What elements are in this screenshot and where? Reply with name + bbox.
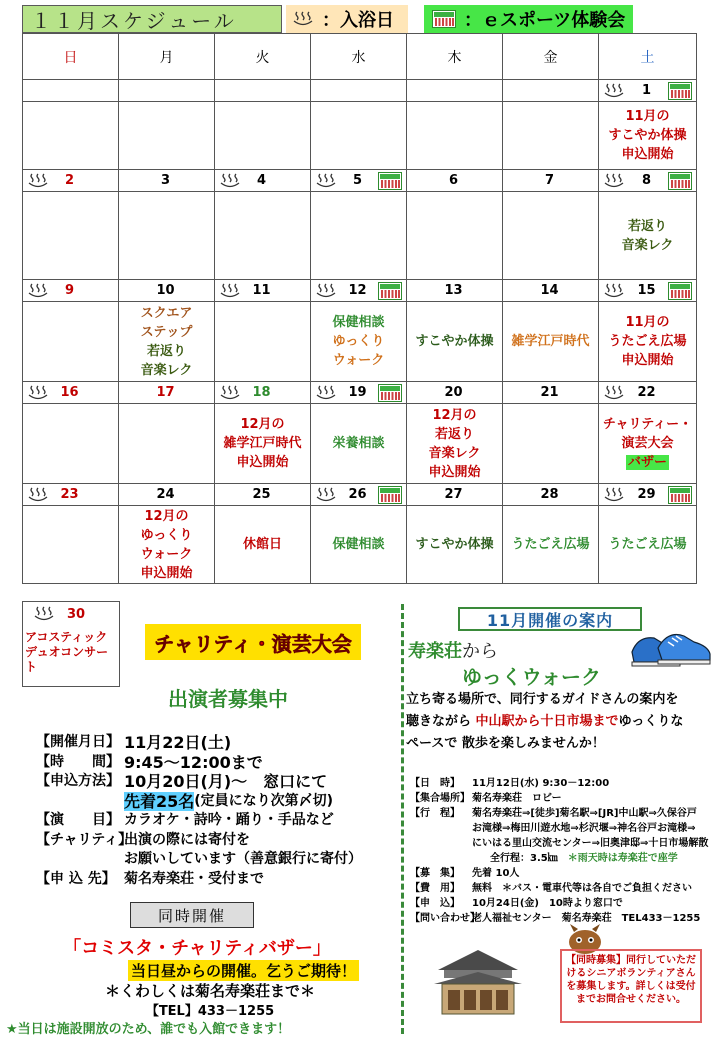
date-cell xyxy=(119,484,215,506)
event-text: すこやか体操 xyxy=(608,128,687,143)
walk-origin xyxy=(408,637,498,663)
esports-icon xyxy=(378,486,402,504)
event-cell xyxy=(503,404,599,484)
detail-key: 【行 程】 xyxy=(410,808,460,819)
event-text: すこやか体操 xyxy=(415,334,494,349)
esports-icon xyxy=(668,172,692,190)
event-row xyxy=(23,302,697,382)
event-text: 音楽レク xyxy=(140,362,193,378)
date-cell xyxy=(23,484,119,506)
detail-value: 菊名寿楽荘 ロビー xyxy=(472,793,562,804)
detail-key: 【集合場所】 xyxy=(410,793,470,804)
info-row xyxy=(36,870,362,890)
day-30-event: アコスティックデュオコンサート xyxy=(25,630,109,674)
date-cell xyxy=(407,280,503,302)
weekday-sun: 日 xyxy=(23,34,119,80)
guide-title: 11月開催の案内 xyxy=(458,607,642,631)
detail-value: 先着 10人 xyxy=(472,868,520,879)
day-number: 14 xyxy=(540,283,559,298)
desc-line: 立ち寄る場所で、同行するガイドさんの案内を xyxy=(406,692,679,707)
detail-value: にいはる里山交流センター⇒旧奥津邸⇒十日市場解散 xyxy=(472,838,709,849)
detail-key: 【費 用】 xyxy=(410,883,460,894)
desc-line: ペースで 散歩を楽しみませんか！ xyxy=(406,736,605,751)
bath-icon xyxy=(315,385,337,401)
event-cell xyxy=(119,302,215,382)
date-cell xyxy=(599,80,697,102)
first-come-highlight: 先着25名 xyxy=(124,791,195,811)
bath-icon xyxy=(27,385,49,401)
weekday-header xyxy=(23,34,697,80)
esports-icon xyxy=(668,82,692,100)
info-value: (定員になり次第〆切) xyxy=(194,792,334,809)
weekday-wed: 水 xyxy=(311,34,407,80)
event-cell xyxy=(119,506,215,584)
info-key: 【開催月日】 xyxy=(36,734,120,750)
legend-esports xyxy=(424,5,633,33)
detail-key: 【問い合わせ】 xyxy=(410,913,480,924)
event-cell xyxy=(599,404,697,484)
event-text: 12月の xyxy=(432,407,477,423)
esports-icon xyxy=(378,282,402,300)
event-cell xyxy=(311,302,407,382)
day-number: 5 xyxy=(352,173,363,188)
same-time-label: 同時開催 xyxy=(130,902,254,928)
bath-icon xyxy=(219,385,241,401)
day-number: 1 xyxy=(641,83,652,98)
detail-row xyxy=(410,896,716,911)
day-number: 10 xyxy=(156,283,175,298)
day-number: 26 xyxy=(348,487,367,502)
day-number: 30 xyxy=(67,606,86,622)
performer-recruit: 出演者募集中 xyxy=(168,687,288,711)
header xyxy=(22,4,633,34)
event-cell xyxy=(119,192,215,280)
event-text: うたごえ広場 xyxy=(608,537,687,552)
date-cell xyxy=(23,170,119,192)
date-cell xyxy=(119,170,215,192)
charity-info xyxy=(36,733,362,889)
info-value: 9:45～12:00まで xyxy=(124,752,263,772)
info-value: カラオケ・詩吟・踊り・手品など xyxy=(124,812,334,828)
date-cell xyxy=(503,80,599,102)
date-cell xyxy=(599,170,697,192)
detail-row xyxy=(410,836,716,851)
detail-value: 10月24日(金) 10時より窓口で xyxy=(472,898,623,909)
detail-value: お滝様⇒梅田川遊水地⇒杉沢堰⇒神名谷戸お滝様⇒ xyxy=(472,823,696,834)
date-cell xyxy=(503,170,599,192)
event-cell xyxy=(503,102,599,170)
bath-icon xyxy=(27,173,49,189)
bath-icon xyxy=(603,83,625,99)
date-cell xyxy=(215,382,311,404)
day-number: 3 xyxy=(160,173,171,188)
event-text: 11月の xyxy=(625,315,670,330)
calendar-body xyxy=(23,80,697,584)
event-text: 保健相談 xyxy=(332,537,385,552)
volunteer-recruit: 【同時募集】同行していただけるシニアボランティアさんを募集します。詳しくは受付までお問合せください。 xyxy=(560,949,702,1023)
date-cell xyxy=(23,80,119,102)
date-cell xyxy=(215,170,311,192)
detail-value: 無料 ＊バス・電車代等は各自でご負担ください xyxy=(472,883,692,894)
day-number: 18 xyxy=(252,385,271,400)
detail-key xyxy=(410,821,472,836)
event-cell xyxy=(23,302,119,382)
info-row xyxy=(36,733,362,753)
detail-row xyxy=(410,851,716,866)
date-cell xyxy=(407,80,503,102)
event-text: 若返り xyxy=(146,343,186,359)
event-text: 申込開始 xyxy=(621,353,674,368)
event-text: 12月の xyxy=(240,417,285,432)
info-value: 出演の際には寄付を xyxy=(124,831,250,848)
detail-value: 11月12日(水) 9:30－12:00 xyxy=(472,778,610,789)
date-cell xyxy=(23,382,119,404)
detail-key xyxy=(410,836,472,851)
event-text: 保健相談 xyxy=(332,315,385,330)
legend-bath-label: ：入浴日 xyxy=(322,10,394,31)
detail-value: 全行程：3.5㎞ xyxy=(490,853,558,864)
esports-icon xyxy=(378,384,402,402)
info-row xyxy=(36,811,362,831)
date-cell xyxy=(311,80,407,102)
route-highlight: 中山駅から十日市場まで xyxy=(475,714,619,729)
event-cell xyxy=(599,302,697,382)
date-cell xyxy=(215,80,311,102)
day-number: 25 xyxy=(252,487,271,502)
date-cell xyxy=(311,484,407,506)
event-cell xyxy=(215,192,311,280)
event-cell xyxy=(407,404,503,484)
event-cell xyxy=(503,192,599,280)
event-text: ゆっくり xyxy=(140,527,193,543)
detail-value: 菊名寿楽荘⇒[徒歩]菊名駅⇒[JR]中山駅⇒久保谷戸 xyxy=(472,808,697,819)
origin-name: 寿楽荘 xyxy=(408,641,462,662)
event-text: ウォーク xyxy=(332,353,385,368)
detail-row xyxy=(410,806,716,821)
event-row xyxy=(23,404,697,484)
event-text: スクエア xyxy=(140,305,193,321)
event-text: チャリティー・ xyxy=(602,417,693,432)
date-cell xyxy=(599,484,697,506)
day-number: 19 xyxy=(348,385,367,400)
day-number: 4 xyxy=(256,173,267,188)
day-number: 21 xyxy=(540,385,559,400)
info-value: 菊名寿楽荘・受付まで xyxy=(124,870,264,887)
date-cell xyxy=(407,170,503,192)
event-text: すこやか体操 xyxy=(415,537,494,552)
date-cell xyxy=(23,280,119,302)
info-key: 【申 込 先】 xyxy=(36,870,116,887)
event-text: うたごえ広場 xyxy=(608,334,687,349)
info-row xyxy=(36,753,362,773)
legend-bath xyxy=(286,5,408,33)
event-cell xyxy=(599,102,697,170)
bath-icon xyxy=(292,11,314,27)
event-text: バザー xyxy=(627,455,667,470)
date-row xyxy=(23,382,697,404)
detail-row xyxy=(410,776,716,791)
date-row xyxy=(23,484,697,506)
desc-line: 聴きながら 中山駅から十日市場までゆっくりな xyxy=(406,714,684,729)
info-key: 【演 目】 xyxy=(36,812,120,828)
esports-icon xyxy=(378,172,402,190)
info-key: 【申込方法】 xyxy=(36,773,120,789)
event-cell xyxy=(23,102,119,170)
date-cell xyxy=(311,382,407,404)
event-text: 申込開始 xyxy=(621,147,674,162)
event-text: ゆっくり xyxy=(332,334,385,349)
bazaar-subtitle: 当日昼からの開催。乞うご期待！ xyxy=(128,960,359,981)
event-cell xyxy=(599,506,697,584)
day-number: 17 xyxy=(156,385,175,400)
day-number: 29 xyxy=(637,487,656,502)
info-value: 11月22日(土) xyxy=(124,733,232,752)
event-cell xyxy=(23,192,119,280)
date-cell xyxy=(119,382,215,404)
inquiry-note: ＊くわしくは菊名寿楽荘まで＊ xyxy=(104,982,315,1000)
legend-esports-label: ：ｅスポーツ体験会 xyxy=(464,10,626,31)
bath-icon xyxy=(603,173,625,189)
day-number: 12 xyxy=(348,283,367,298)
event-cell xyxy=(215,404,311,484)
bath-icon xyxy=(603,487,625,503)
detail-key xyxy=(410,851,472,866)
event-text: 演芸大会 xyxy=(621,436,674,451)
date-cell xyxy=(407,382,503,404)
bath-icon xyxy=(315,173,337,189)
event-cell xyxy=(215,102,311,170)
bath-icon xyxy=(27,487,49,503)
bath-icon xyxy=(315,283,337,299)
bath-icon xyxy=(315,487,337,503)
esports-icon xyxy=(432,10,456,28)
event-cell xyxy=(407,102,503,170)
event-cell xyxy=(599,192,697,280)
event-text: 雑学江戸時代 xyxy=(511,334,590,349)
weekday-tue: 火 xyxy=(215,34,311,80)
event-text: 申込開始 xyxy=(428,464,481,480)
date-cell xyxy=(599,382,697,404)
day-number: 22 xyxy=(637,385,656,400)
event-cell xyxy=(311,102,407,170)
detail-row xyxy=(410,791,716,806)
info-key: 【時 間】 xyxy=(36,753,120,770)
day-number: 2 xyxy=(64,173,75,188)
day-number: 20 xyxy=(444,385,463,400)
event-cell xyxy=(215,506,311,584)
date-cell xyxy=(119,80,215,102)
bath-icon xyxy=(27,283,49,299)
info-row xyxy=(36,850,362,870)
bazaar-title: 「コミスタ・チャリティバザー」 xyxy=(63,938,331,959)
date-cell xyxy=(215,280,311,302)
event-text: 音楽レク xyxy=(428,445,481,461)
event-cell xyxy=(503,302,599,382)
page-title: １１月スケジュール xyxy=(22,5,282,33)
event-text: 11月の xyxy=(625,109,670,124)
event-row xyxy=(23,102,697,170)
date-cell xyxy=(503,382,599,404)
sneakers-icon xyxy=(628,622,714,682)
day-30-cell xyxy=(22,601,120,687)
bath-icon xyxy=(33,606,55,622)
event-text: 栄養相談 xyxy=(332,436,385,451)
day-30-header xyxy=(23,602,119,626)
event-cell xyxy=(119,102,215,170)
bath-icon xyxy=(603,283,625,299)
event-cell xyxy=(215,302,311,382)
detail-key: 【日 時】 xyxy=(410,778,460,789)
event-row xyxy=(23,192,697,280)
day-number: 11 xyxy=(252,283,271,298)
event-cell xyxy=(503,506,599,584)
event-text: 雑学江戸時代 xyxy=(223,436,302,451)
day-number: 6 xyxy=(448,173,459,188)
event-text: 若返り xyxy=(434,426,474,442)
bath-icon xyxy=(219,283,241,299)
day-number: 24 xyxy=(156,487,175,502)
rain-note: ＊雨天時は寿楽荘で座学 xyxy=(567,853,678,864)
event-cell xyxy=(407,506,503,584)
event-cell xyxy=(23,506,119,584)
event-text: ウォーク xyxy=(140,546,193,562)
detail-row xyxy=(410,821,716,836)
event-text: 若返り xyxy=(627,218,667,234)
day-number: 9 xyxy=(64,283,75,298)
detail-key: 【募 集】 xyxy=(410,868,460,879)
section-divider xyxy=(401,604,404,1034)
event-text: 休館日 xyxy=(242,537,282,552)
weekday-mon: 月 xyxy=(119,34,215,80)
date-cell xyxy=(503,484,599,506)
day-number: 27 xyxy=(444,487,463,502)
esports-icon xyxy=(668,282,692,300)
date-row xyxy=(23,170,697,192)
weekday-fri: 金 xyxy=(503,34,599,80)
info-value: 10月20日(月)～ 窓口にて xyxy=(124,772,328,791)
esports-icon xyxy=(668,486,692,504)
event-cell xyxy=(407,192,503,280)
japanese-house-icon xyxy=(432,944,524,1016)
date-cell xyxy=(311,170,407,192)
bath-icon xyxy=(219,173,241,189)
day-number: 7 xyxy=(544,173,555,188)
day-number: 23 xyxy=(60,487,79,502)
day-number: 13 xyxy=(444,283,463,298)
event-text: 申込開始 xyxy=(140,565,193,581)
event-text: 音楽レク xyxy=(621,237,674,253)
detail-key: 【申 込】 xyxy=(410,898,460,909)
event-cell xyxy=(311,404,407,484)
date-row xyxy=(23,280,697,302)
bath-icon xyxy=(603,385,625,401)
date-cell xyxy=(119,280,215,302)
date-cell xyxy=(599,280,697,302)
info-row xyxy=(36,772,362,792)
info-value: お願いしています（善意銀行に寄付） xyxy=(124,851,362,867)
detail-row xyxy=(410,866,716,881)
date-row xyxy=(23,80,697,102)
detail-row xyxy=(410,881,716,896)
event-text: うたごえ広場 xyxy=(511,537,590,552)
event-row xyxy=(23,506,697,584)
date-cell xyxy=(503,280,599,302)
weekday-sat: 土 xyxy=(599,34,697,80)
event-cell xyxy=(23,404,119,484)
weekday-thu: 木 xyxy=(407,34,503,80)
info-row xyxy=(36,831,362,851)
day-number: 15 xyxy=(637,283,656,298)
event-cell xyxy=(311,506,407,584)
info-row xyxy=(36,792,362,812)
charity-title: チャリティ・演芸大会 xyxy=(145,624,361,660)
event-cell xyxy=(119,404,215,484)
telephone: 【TEL】433－1255 xyxy=(145,1004,275,1019)
calendar xyxy=(22,33,697,584)
walk-description xyxy=(406,689,714,755)
day-number: 16 xyxy=(60,385,79,400)
date-cell xyxy=(215,484,311,506)
event-cell xyxy=(311,192,407,280)
origin-suffix: から xyxy=(462,641,498,662)
date-cell xyxy=(407,484,503,506)
day-number: 8 xyxy=(641,173,652,188)
event-text: ステップ xyxy=(140,324,193,340)
date-cell xyxy=(311,280,407,302)
event-cell xyxy=(407,302,503,382)
open-house-note: ★当日は施設開放のため、誰でも入館できます！ xyxy=(6,1022,291,1037)
event-text: 12月の xyxy=(144,508,189,524)
walk-title: ゆっくウォーク xyxy=(462,665,601,689)
info-key: 【チャリティ】 xyxy=(36,831,133,848)
day-number: 28 xyxy=(540,487,559,502)
walk-details xyxy=(410,776,716,926)
event-text: 申込開始 xyxy=(236,455,289,470)
detail-value: 老人福祉センター 菊名寿楽荘 TEL433－1255 xyxy=(472,913,701,924)
